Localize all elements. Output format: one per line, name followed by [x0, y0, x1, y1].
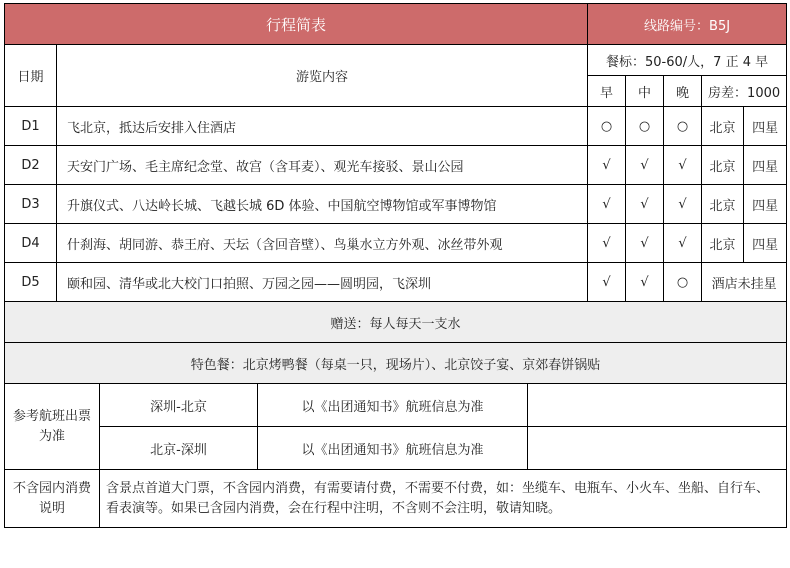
day-content: 升旗仪式、八达岭长城、飞越长城 6D 体验、中国航空博物馆或军事博物馆	[57, 185, 588, 224]
room-diff: 房差：1000	[702, 76, 787, 107]
gift-row	[5, 302, 787, 343]
hotel-city: 北京	[702, 146, 744, 185]
dinner-mark: ○	[664, 263, 702, 302]
hotel-rating: 四星	[744, 107, 787, 146]
day-content: 天安门广场、毛主席纪念堂、故宫（含耳麦）、观光车接驳、景山公园	[57, 146, 588, 185]
hotel-city: 北京	[702, 107, 744, 146]
hotel-city: 北京	[702, 185, 744, 224]
flight-row	[5, 427, 787, 470]
dinner-header: 晚	[664, 76, 702, 107]
hotel-rating: 四星	[744, 224, 787, 263]
dinner-mark: √	[664, 224, 702, 263]
breakfast-mark: ○	[588, 107, 626, 146]
dinner-mark: √	[664, 185, 702, 224]
column-header-row-1	[5, 45, 787, 76]
day-row	[5, 263, 787, 302]
breakfast-mark: √	[588, 185, 626, 224]
lunch-mark: √	[626, 185, 664, 224]
special-meal-text: 特色餐：北京烤鸭餐（每桌一只，现场片）、北京饺子宴、京郊春饼锅贴	[5, 343, 787, 384]
breakfast-mark: √	[588, 263, 626, 302]
dinner-mark: √	[664, 146, 702, 185]
day-content: 什刹海、胡同游、恭王府、天坛（含回音壁）、鸟巢水立方外观、冰丝带外观	[57, 224, 588, 263]
day-label: D1	[5, 107, 57, 146]
itinerary-table	[4, 3, 787, 528]
day-row	[5, 224, 787, 263]
breakfast-mark: √	[588, 224, 626, 263]
day-label: D3	[5, 185, 57, 224]
meal-standard: 餐标：50-60/人，7 正 4 早	[588, 45, 787, 76]
date-header: 日期	[5, 45, 57, 107]
breakfast-mark: √	[588, 146, 626, 185]
flight-info: 以《出团通知书》航班信息为准	[258, 384, 528, 427]
day-row	[5, 146, 787, 185]
flight-row	[5, 384, 787, 427]
lunch-mark: √	[626, 224, 664, 263]
lunch-header: 中	[626, 76, 664, 107]
flight-route: 北京-深圳	[100, 427, 258, 470]
lunch-mark: √	[626, 263, 664, 302]
day-content: 飞北京，抵达后安排入住酒店	[57, 107, 588, 146]
page-title: 行程简表	[5, 4, 588, 45]
content-header: 游览内容	[57, 45, 588, 107]
special-meal-row	[5, 343, 787, 384]
day-row	[5, 107, 787, 146]
flight-route: 深圳-北京	[100, 384, 258, 427]
hotel-city: 北京	[702, 224, 744, 263]
day-content: 颐和园、清华或北大校门口拍照、万园之园——圆明园，飞深圳	[57, 263, 588, 302]
flight-blank	[528, 427, 787, 470]
exclusions-row	[5, 470, 787, 528]
day-label: D5	[5, 263, 57, 302]
flight-blank	[528, 384, 787, 427]
route-code: 线路编号：B5J	[588, 4, 787, 45]
lunch-mark: √	[626, 146, 664, 185]
hotel-rating: 四星	[744, 146, 787, 185]
hotel-note: 酒店未挂星	[702, 263, 787, 302]
exclusions-text: 含景点首道大门票，不含园内消费，有需要请付费，不需要不付费，如：坐缆车、电瓶车、小火车、坐船、自行车、看表演等。如果已含园内消费，会在行程中注明，不含则不会注明，敬请知晓。	[100, 470, 787, 528]
breakfast-header: 早	[588, 76, 626, 107]
exclusions-label: 不含园内消费说明	[5, 470, 100, 528]
gift-text: 赠送：每人每天一支水	[5, 302, 787, 343]
day-label: D4	[5, 224, 57, 263]
day-label: D2	[5, 146, 57, 185]
flight-info: 以《出团通知书》航班信息为准	[258, 427, 528, 470]
lunch-mark: ○	[626, 107, 664, 146]
header-row	[5, 4, 787, 45]
hotel-rating: 四星	[744, 185, 787, 224]
day-row	[5, 185, 787, 224]
dinner-mark: ○	[664, 107, 702, 146]
flight-label: 参考航班出票为准	[5, 384, 100, 470]
